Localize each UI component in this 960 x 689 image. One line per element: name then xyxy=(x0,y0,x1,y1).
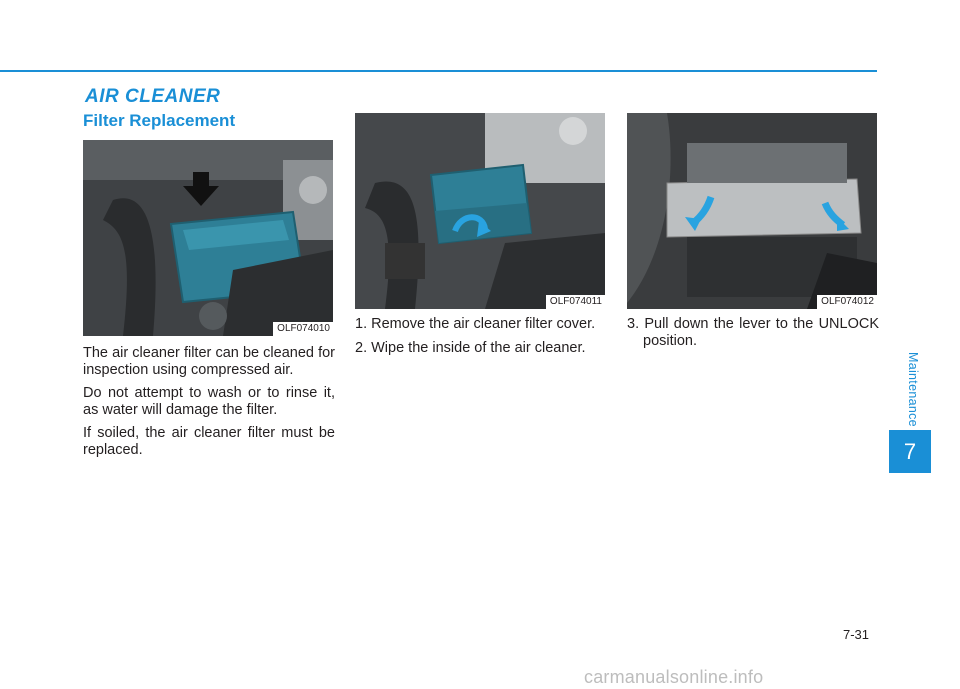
intro-text xyxy=(83,345,335,465)
step-1: 1. Remove the air cleaner filter cover. xyxy=(355,316,596,332)
photo-code-1: OLF074010 xyxy=(273,322,333,336)
photo-engine-bay-arrow xyxy=(83,140,333,336)
paragraph-no-wash: Do not attempt to wash or to rinse it, as water will damage the filter. xyxy=(83,385,335,418)
header-rule xyxy=(0,70,877,72)
steps-column-2 xyxy=(355,316,607,363)
watermark: carmanualsonline.info xyxy=(584,667,764,687)
sidebar-maintenance-label: Maintenance xyxy=(906,351,920,427)
photo-filter-cover xyxy=(355,113,605,309)
paragraph-compressed-air: The air cleaner filter can be cleaned for inspection using compressed air. xyxy=(83,345,335,378)
sub-title: Filter Replacement xyxy=(83,111,236,130)
filter-cover-illustration xyxy=(355,113,605,309)
photo-filter-lever xyxy=(627,113,877,309)
engine-bay-illustration xyxy=(83,140,333,336)
step-3: 3. Pull down the lever to the UNLOCK position. xyxy=(627,316,879,349)
paragraph-replace: If soiled, the air cleaner filter must be replaced. xyxy=(83,425,335,458)
section-title: AIR CLEANER xyxy=(85,86,221,107)
page-number: 7-31 xyxy=(843,627,870,642)
chapter-tab: 7 xyxy=(889,430,931,473)
step-2: 2. Wipe the inside of the air cleaner. xyxy=(355,339,586,356)
photo-code-2: OLF074011 xyxy=(546,295,605,309)
filter-lever-illustration xyxy=(627,113,877,309)
steps-column-3 xyxy=(627,316,879,356)
photo-code-3: OLF074012 xyxy=(817,295,877,309)
